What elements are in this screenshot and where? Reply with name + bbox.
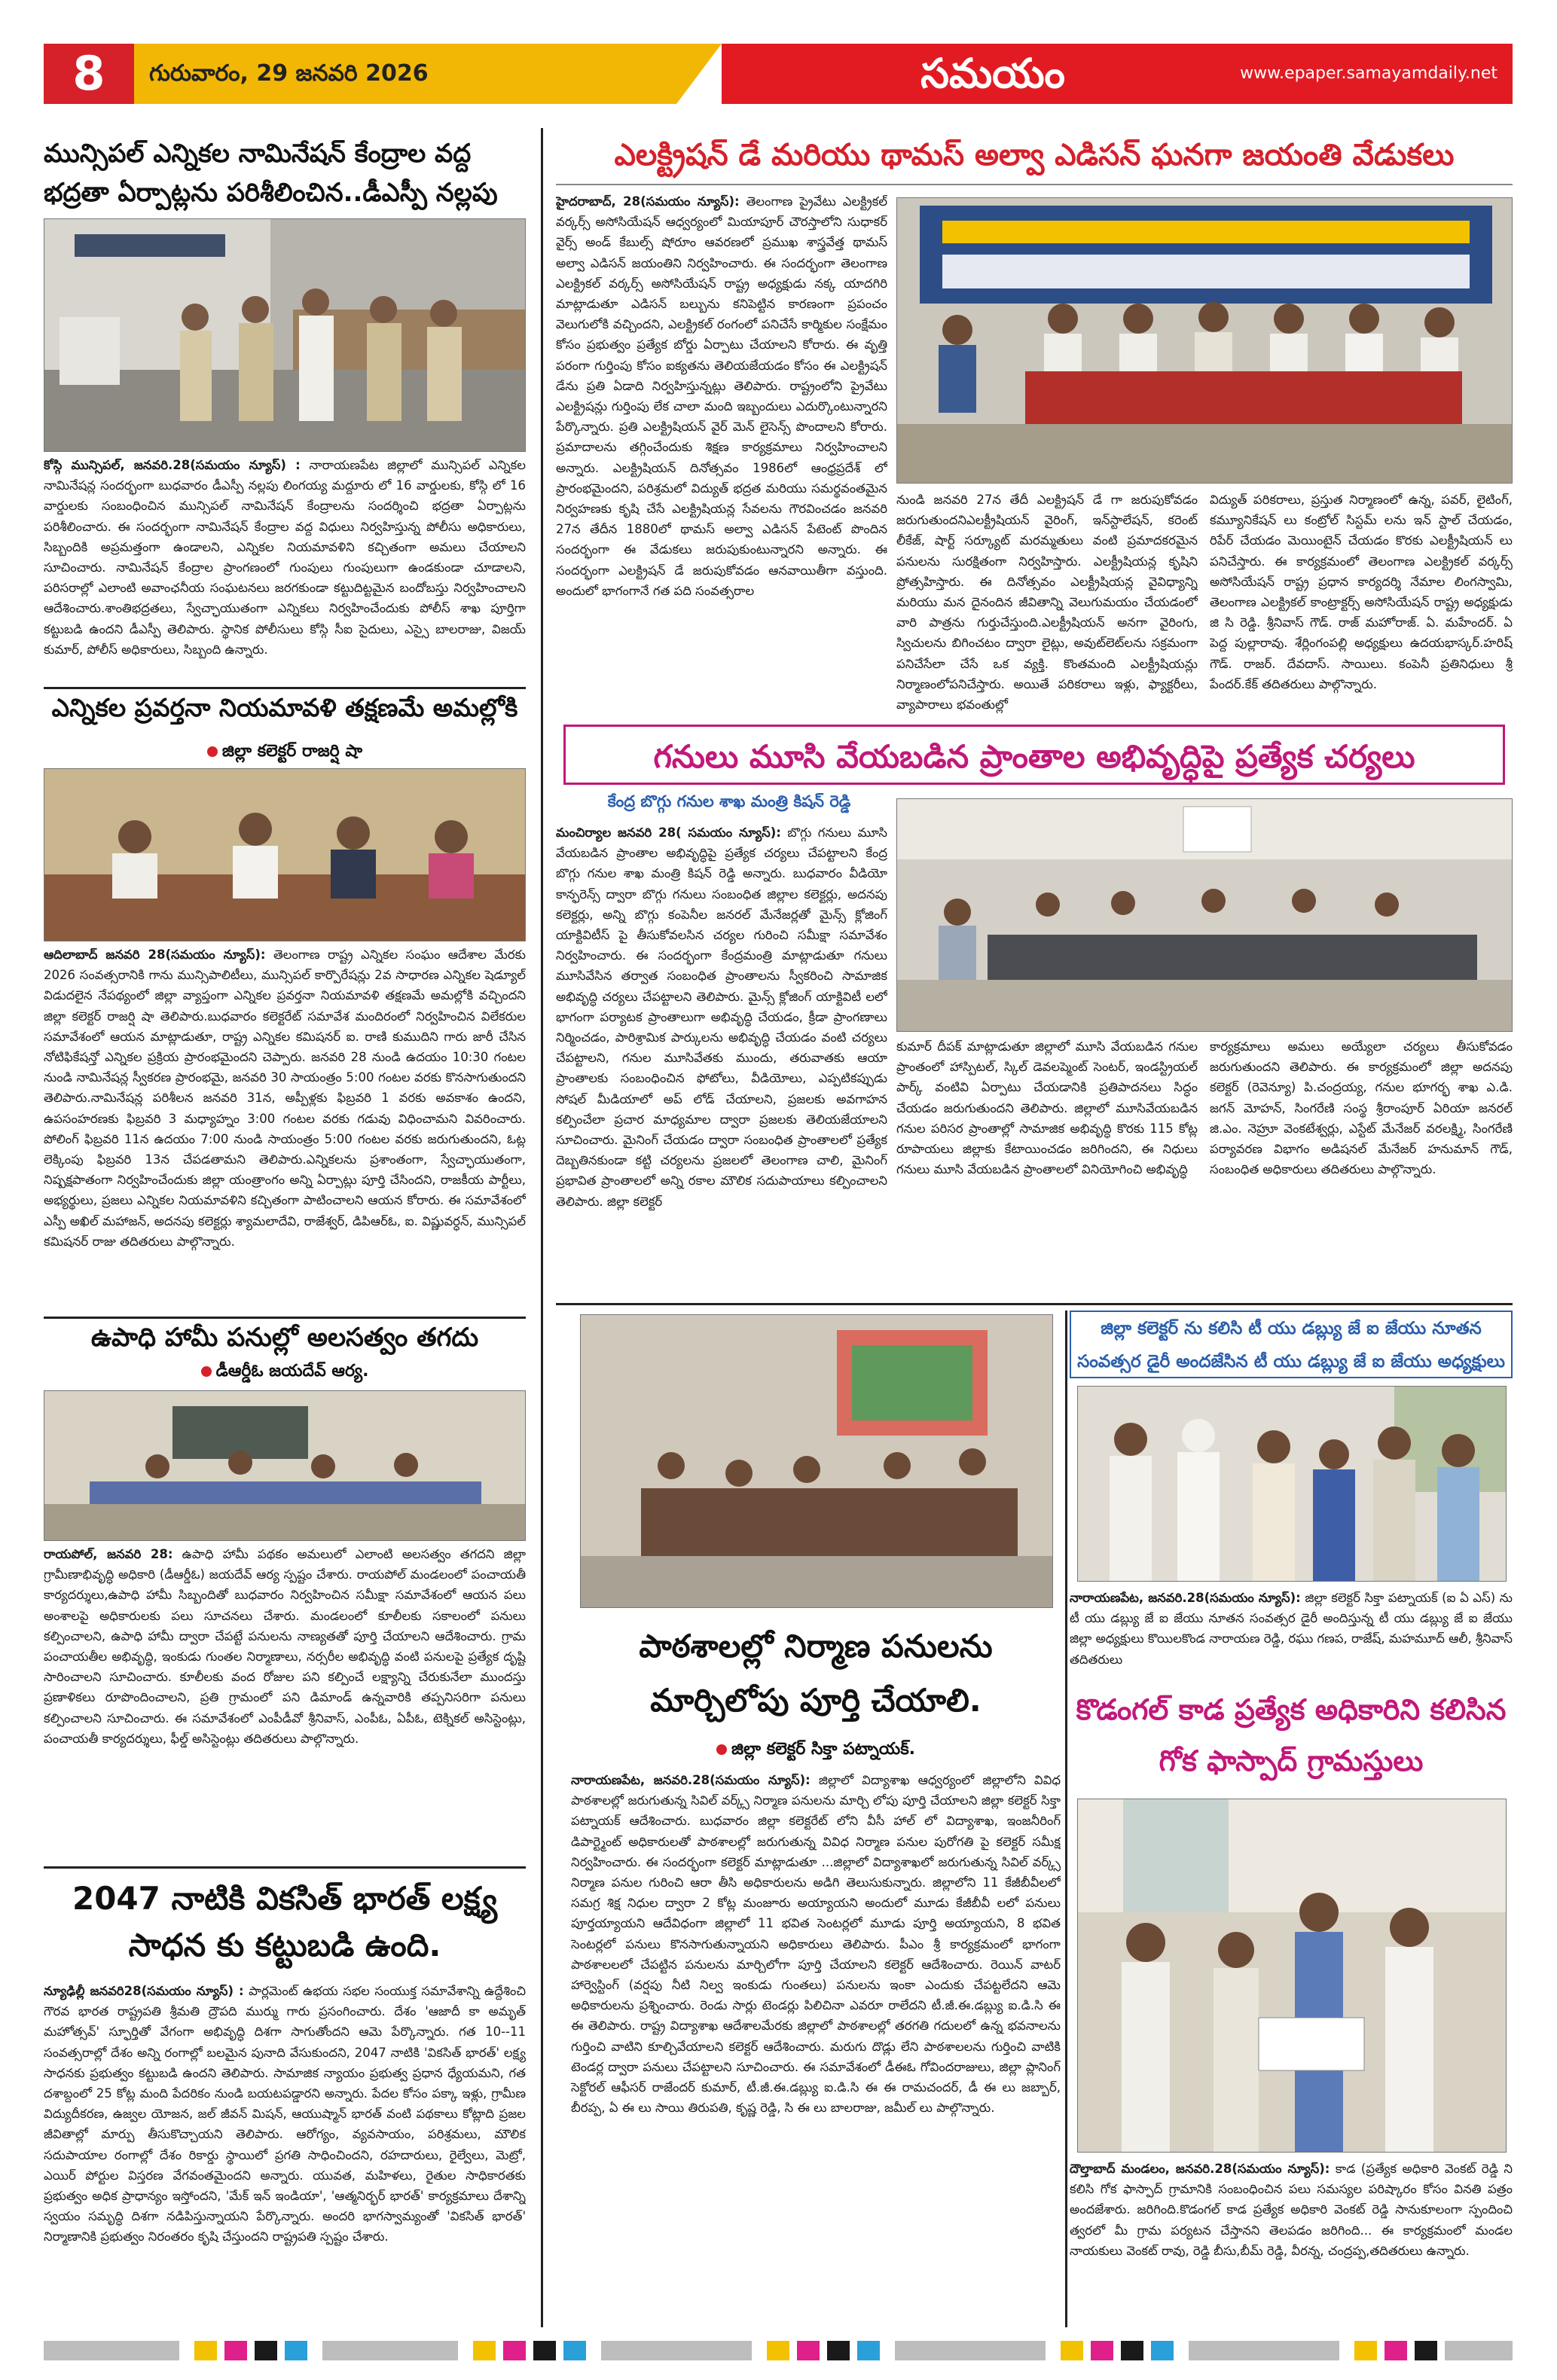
bullet-dot-icon: [716, 1744, 727, 1755]
press-meet-photo-scene: [44, 769, 526, 941]
column-divider: [1065, 1311, 1067, 2327]
article-headline[interactable]: పాఠశాలల్లో నిర్మాణ పనులను మార్చిలోపు పూర్తి చేయాలి.: [571, 1619, 1061, 1732]
article-text: బొగ్గు గనులు మూసి వేయబడిన ప్రాంతాల అభివృద్ధిపై ప్రత్యేక చర్యలు చేపట్టాలని కేంద్ర బొగ్గు గనుల శాఖ మంత్రి కిషన్ రెడ్డి అన్నారు. బుధవారం వీడియో కాన్ఫరెన్స్ ద్వారా బొగ్గు గనులు సంబంధిత జిల్లాల కలెక్టర్లు, అదనపు కలెక్టర్లు, అన్ని బొగ్గు కంపెనీల జనరల్ మేనేజర్లతో మైన్స్ క్లోజింగ్ యాక్టివిటీస్ పై తీసుకోవలసిన చర్యల గురించి సమీక్షా సమావేశం నిర్వహించారు. ఈ సందర్భంగా కేంద్రమంత్రి మాట్లాడుతూ గనులు మూసివేసిన తర్వాత సంబంధిత ప్రాంతాలను స్వీకరించి సామాజిక అభివృద్ధి చర్యలు చేపట్టాలని తెలిపారు. మైన్స్ క్లోజింగ్ యాక్టివిటీ లలో భాగంగా పర్యాటక ప్రాంతాలుగా అభివృద్ధి చేయడం, క్రీడా ప్రాంగణాలు నిర్మించడం, పారిశ్రామిక పార్కులను అభివృద్ధి చేయడం వంటి చర్యలు చేపట్టాలని, గనుల మూసివేతకు ముందు, తరువాతకు ఆయా ప్రాంతాలకు సంబంధించిన ఫోటోలు, వీడియోలు, ఎప్పటికప్పుడు సోషల్ మీడియాలో అప్ లోడ్ చేయాలని, ప్రజలకు అవగాహన కల్పించేలా ప్రచార మాధ్యమాల ద్వారా ప్రజలకు తెలియజేయాలని సూచించారు. మైనింగ్ చేయడం ద్వారా సంబంధిత ప్రాంతాలలో ప్రత్యేక దెబ్బతినకుండా కట్టి చర్యలను ప్రజలలో తెలంగాణ చాలి, మైనింగ్ ప్రభావిత ప్రాంతాలలో అన్ని రకాల మౌలిక సదుపాయాలు కల్పించాలని తెలిపారు. జిల్లా కలెక్టర్: [556, 825, 887, 1209]
article-body: [1070, 1588, 1513, 1678]
article-text: తెలంగాణ రాష్ట్ర ఎన్నికల సంఘం ఆదేశాల మేరకు 2026 సంవత్సరానికి గాను మున్సిపాలిటీలు, మున్సిపల్ కార్పొరేషన్లు 2వ సాధారణ ఎన్నికల షెడ్యూల్ విడుదలైన నేపథ్యంలో జిల్లా వ్యాప్తంగా ఎన్నికల ప్రవర్తనా నియమావళి తక్షణమే అమల్లోకి వచ్చిందని జిల్లా కలెక్టర్ రాజర్షి షా తెలిపారు.బుధవారం కలెక్టరేట్ సమావేశ మందిరంలో నిర్వహించిన విలేకరుల సమావేశంలో ఆయన మాట్లాడుతూ, రాష్ట్ర ఎన్నికల కమిషనర్ ఐ. రాణి కుముదిని గారు జారీ చేసిన నోటిఫికేషన్తో ఎన్నికల ప్రక్రియ ప్రారంభమైందని చెప్పారు. జనవరి 28 నుండి ఉదయం 10:30 గంటల నుండి నామినేషన్ల స్వీకరణ ప్రారంభమై, జనవరి 30 సాయంత్రం 5:00 గంటల వరకు కొనసాగుతుందని తెలిపారు.నామినేషన్ల పరిశీలన జనవరి 31న, అప్పీళ్లకు ఫిబ్రవరి 1 వరకు అవకాశం ఉందని, ఉపసంహరణకు ఫిబ్రవరి 3 మధ్యాహ్నం 3:00 గంటల వరకు గడువు విధించామని వివరించారు. పోలింగ్ ఫిబ్రవరి 11న ఉదయం 7:00 నుండి సాయంత్రం 5:00 గంటల వరకు జరుగుతుందని, ఓట్ల లెక్కింపు ఫిబ్రవరి 13న చేపడతామని తెలిపారు.ఎన్నికలను ప్రశాంతంగా, స్వేచ్ఛాయుతంగా, నిష్పక్షపాతంగా నిర్వహించేందుకు జిల్లా యంత్రాంగం అన్ని ఏర్పాట్లు పూర్తి చేసిందని, రాజకీయ పార్టీలు, అభ్యర్థులు, ప్రజలు ఎన్నికల నియమావళిని కచ్చితంగా పాటించాలని ఆయన కోరారు. ఈ సమావేశంలో ఎస్పీ అఖిల్ మహాజన్, అదనపు కలెక్టర్లు శ్యామలాదేవి, రాజేశ్వర్, డిపిఆర్ఓ, ఐ. విష్ణువర్ధన్, మున్సిపల్ కమిషనర్ రాజు తదితరులు పాల్గొన్నారు.: [44, 947, 526, 1249]
municipality-photo-scene: [44, 219, 526, 452]
byline-text: జిల్లా కలెక్టర్ రాజర్షి షా: [221, 742, 363, 761]
article-photo: [44, 218, 526, 452]
bullet-dot-icon: [207, 746, 218, 757]
article-dateline: ఆదిలాబాద్ జనవరి 28(సమయం న్యూస్):: [44, 947, 266, 962]
article-headline[interactable]: కొడంగల్ కాడ ప్రత్యేక అధికారిని కలిసిన గోక ఫాస్పాద్ గ్రామస్తులు: [1070, 1684, 1513, 1790]
article-body: [1070, 2159, 1513, 2326]
article-headline[interactable]: మున్సిపల్ ఎన్నికల నామినేషన్ కేంద్రాల వద్ద భద్రతా ఏర్పాట్లను పరిశీలించిన..డీఎస్పీ నల్లపు: [44, 139, 498, 208]
article-headline[interactable]: ఎలక్ట్రిషన్ డే మరియు థామస్ అల్వా ఎడిసన్ ఘనగా జయంతి వేడుకలు: [556, 128, 1513, 182]
article-byline: [571, 1740, 1061, 1762]
collector-review-photo-scene: [581, 1315, 1053, 1608]
article-dateline: మంచిర్యాల జనవరి 28( సమయం న్యూస్):: [556, 825, 781, 840]
article-text: విద్యుత్ పరికరాలు, ప్రస్తుత నిర్మాణంలో ఉన్న, పవర్, లైటింగ్, కమ్యూనికేషన్ లు కంట్రోల్ సిస్టమ్ లను ఇన్ స్టాల్ చేయడం, రిపేర్ చేయడం మెయింటైన్ చేయడం కొరకు ఎలక్ట్రీషియన్ లు పనిచేస్తారు. ఈ కార్యక్రమంలో తెలంగాణ ఎలక్ట్రికల్ వర్కర్స్ అసోసియేషన్ రాష్ట్ర ప్రధాన కార్యదర్శి నేమాల లింగస్వామి, తెలంగాణ ఎలక్ట్రికల్ కాంట్రాక్టర్స్ అసోసియేషన్ రాష్ట్ర అధ్యక్షుడు జి సి రెడ్డి. శ్రీనివాస్ గౌడ్. రాజ్ మహోరాజ్. ఏ. మహేందర్. ఏ పెద్ద పుల్లారావు. శేర్లింగంపల్లి అధ్యక్షులు ఉదయభాస్కర్.హరిష్ గౌడ్. రాజర్. దేవదాస్. సాయిలు. కంపెనీ ప్రతినిధులు శ్రీ పేందర్.కేక్ తదితరులు పాల్గొన్నారు.: [1210, 493, 1513, 691]
article-byline: కేంద్ర బొగ్గు గనుల శాఖ మంత్రి కిషన్ రెడ్డి: [607, 792, 851, 810]
page-number: 8: [44, 44, 134, 104]
byline-text: జిల్లా కలెక్టర్ సిక్తా పట్నాయక్.: [731, 1740, 916, 1759]
article-body: [571, 1770, 1061, 2326]
article-text: నారాయణపేట జిల్లాలో మున్సిపల్ ఎన్నికల నామినేషన్ల సందర్భంగా బుధవారం డీఎస్పీ నల్లపు లింగయ్య మద్దూరు లో 16 వార్డులకు, కోస్గి లో 16 వార్డులకు సంబంధించిన మున్సిపల్ నామినేషన్ కేంద్రాలను సందర్శించి భద్రతా ఏర్పాట్లను పరిశీలించారు. ఈ సందర్భంగా నామినేషన్ కేంద్రాల వద్ద విధులు నిర్వహిస్తున్న పోలీసు అధికారులు, సిబ్బందికి అప్రమత్తంగా ఉండాలని, ఎన్నికల నియమావళిని కచ్చితంగా అమలు చేయాలని సూచించారు. నామినేషన్ కేంద్రాల ప్రాంగణంలో గుంపులు గుంపులుగా ఉండకుండా చూడాలని, పరిసరాల్లో ఎలాంటి అవాంఛనీయ సంఘటనలు జరగకుండా కట్టుదిట్టమైన బందోబస్తు నిర్వహించాలని ఆదేశించారు.శాంతిభద్రతలు, స్వేచ్ఛాయుతంగా ఎన్నికలు నిర్వహించేందుకు పోలీస్ శాఖ పూర్తిగా కట్టుబడి ఉందని డీఎస్పీ తెలిపారు. స్థానిక పోలీసులు కోస్గి సీఐ సైదులు, ఎస్సై బాలరాజు, విజయ్ కుమార్, పోలీస్ అధికారులు, సిబ్బంది ఉన్నారు.: [44, 458, 526, 657]
byline-text: డీఆర్డీఓ జయదేవ్ ఆర్య.: [215, 1362, 369, 1381]
diary-handover-photo-scene: [1078, 1387, 1507, 1582]
article-text: పార్లమెంట్ ఉభయ సభల సంయుక్త సమావేశాన్ని ఉద్దేశించి గౌరవ భారత రాష్ట్రపతి శ్రీమతి ద్రౌపది ముర్ము గారు ప్రసంగించారు. దేశం 'ఆజాదీ కా అమృత్ మహోత్సవ్' స్ఫూర్తితో వేగంగా అభివృద్ధి దిశగా సాగుతోందని ఆమె పేర్కొన్నారు. గత 10--11 సంవత్సరాల్లో దేశం అన్ని రంగాల్లో బలమైన పునాది వేసుకుందని, 2047 నాటికి 'వికసిత్ భారత్' లక్ష్య సాధనకు ప్రభుత్వం కట్టుబడి ఉందని తెలిపారు. సామాజిక న్యాయం ప్రభుత్వ ప్రధాన ధ్యేయమని, గత దశాబ్దంలో 25 కోట్ల మంది పేదరికం నుండి బయటపడ్డారని అన్నారు. పేదల కోసం పక్కా ఇళ్లు, గ్రామీణ విద్యుదీకరణ, ఉజ్వల యోజన, జల్ జీవన్ మిషన్, ఆయుష్మాన్ భారత్ వంటి పథకాలు కోట్లాది ప్రజల జీవితాల్లో మార్పు తీసుకొచ్చాయని తెలిపారు. ఆరోగ్యం, వ్యవసాయం, పరిశ్రమలు, మౌలిక సదుపాయాల రంగాల్లో దేశం రికార్డు స్థాయిలో ప్రగతి సాధించిందని, రహదారులు, రైల్వేలు, మెట్రో, ఎయిర్ పోర్టుల విస్తరణ వేగవంతమైందని అన్నారు. యువత, మహిళలు, రైతుల సాధికారతకు ప్రభుత్వం అధిక ప్రాధాన్యం ఇస్తోందని, 'మేక్ ఇన్ ఇండియా', 'ఆత్మనిర్భర్ భారత్' కార్యక్రమాలు దేశాన్ని స్వయం సమృద్ధి దిశగా నడిపిస్తున్నాయని పేర్కొన్నారు. అందరి భాగస్వామ్యంతో 'వికసిత్ భారత్' నిర్మాణానికి ప్రభుత్వం నిరంతరం కృషి చేస్తుందని రాష్ట్రపతి స్పష్టం చేశారు.: [44, 1984, 526, 2244]
article-body: [44, 1981, 526, 2324]
article-photo: [44, 1390, 526, 1541]
article-photo: [580, 1314, 1053, 1608]
article-photo: [896, 197, 1513, 484]
article-separator: [44, 1866, 526, 1869]
article-text: తెలంగాణ ప్రైవేటు ఎలక్ట్రికల్ వర్కర్స్ అసోసియేషన్ ఆధ్వర్యంలో మియాపూర్ చౌరస్తాలోని సుధాకర్ వైర్స్ అండ్ కేబుల్స్ షోరూం ఆవరణలో ప్రముఖ శాస్త్రవేత్త థామస్ అల్వా ఎడిసన్ జయంతిని నిర్వహించారు. ఈ సందర్భంగా తెలంగాణ ఎలక్ట్రికల్ వర్కర్స్ అసోసియేషన్ రాష్ట్ర అధ్యక్షుడు నక్క యాదగిరి మాట్లాడుతూ ఎడిసన్ బల్బును కనిపెట్టిన కారణంగా ప్రపంచం వెలుగులోకి వచ్చిందని, ఎలక్ట్రికల్ రంగంలో పనిచేసే కార్మికుల సంక్షేమం కోసం ప్రభుత్వం ప్రత్యేక బోర్డు ఏర్పాటు చేయాలని కోరారు. ఈ వృత్తి పరంగా గుర్తింపు కోసం ఐక్యతను తెలియజేయడం కోసం ఈ ఎలక్ట్రిషన్ డేను ప్రతి ఏడాది నిర్వహిస్తున్నట్లు తెలిపారు. రాష్ట్రంలోని ప్రైవేటు ఎలక్ట్రిషన్లు గుర్తింపు లేక చాలా మంది ఇబ్బందులు ఎదుర్కొంటున్నారని పేర్కొన్నారు. ప్రతి ఎలక్ట్రిషియన్ వైర్ మెన్ లైసెన్స్ పొందాలని కోరారు. ప్రమాదాలను తగ్గించేందుకు శిక్షణ కార్యక్రమాలు నిర్వహించాలని అన్నారు. ఎలక్ట్రిషియన్ దినోత్సవం 1986లో ఆంధ్రప్రదేశ్ లో ప్రారంభమైందని, పరిశ్రమలో విద్యుత్ భద్రత మరియు సమర్థవంతమైన నిర్వహణకు కృషి చేసే ఎలక్ట్రిషియన్ల సేవలను గౌరవించడం జనవరి 27న తేదీన 1880లో థామస్ అల్వా ఎడిసన్ పేటెంట్ పొందిన సందర్భంగా ఈ వేడుకలు జరుపుకుంటున్నారని అన్నారు. ఈ సందర్భంగా ఎలక్ట్రిషన్ డే జరుపుకోవడం ఆనవాయితీగా వస్తుంది. అందులో భాగంగానే గత పది సంవత్సరాల: [556, 194, 887, 598]
article-text: కార్యక్రమాలు అమలు అయ్యేలా చర్యలు తీసుకోవడం జరుగుతుందని తెలిపారు. ఈ కార్యక్రమంలో జిల్లా అదనపు కలెక్టర్ (రెవెన్యూ) పి.చంద్రయ్య, గనుల భూగర్భ శాఖ ఎ.డి. జగన్ మోహన్, సింగరేణి సంస్థ శ్రీరాంపూర్ ఏరియా జనరల్ జి.ఎం. నెహ్రూ వెంకటేశ్వర్లు, ఎస్టేట్ మేనేజర్ వరలక్ష్మి, సింగరేణి పర్యావరణ విభాగం అడిషనల్ మేనేజర్ హనుమాన్ గౌడ్, సంబంధిత అధికారులు తదితరులు పాల్గొన్నారు.: [1210, 1039, 1513, 1177]
article-photo: [44, 768, 526, 941]
article-body: [556, 191, 887, 779]
article-dateline: రాయపోల్, జనవరి 28:: [44, 1547, 173, 1561]
article-text: ఉపాధి హామీ పథకం అమలులో ఎలాంటి అలసత్వం తగదని జిల్లా గ్రామీణాభివృద్ధి అధికారి (డీఆర్డీఓ) జయదేవ్ ఆర్య స్పష్టం చేశారు. రాయపోల్ మండలంలో పంచాయతీ కార్యదర్శులు,ఉపాధి హామీ సిబ్బందితో బుధవారం నిర్వహించిన సమీక్షా సమావేశంలో ఆయన పలు అంశాలపై అధికారులకు పలు సూచనలు చేశారు. మండలంలో కూలీలకు సకాలంలో పనులు కల్పించాలని, ఉపాధి హామీ ద్వారా చేపట్టే పనులను నాణ్యతతో పూర్తి చేయాలని ఆదేశించారు. గ్రామ పంచాయతీల అభివృద్ధి, ఇంకుడు గుంతల నిర్మాణాలు, నర్సరీల అభివృద్ధి వంటి పనులపై ప్రత్యేక దృష్టి సారించాలని సూచించారు. కూలీలకు వంద రోజుల పని కల్పించే లక్ష్యాన్ని చేరుకునేలా ముందస్తు ప్రణాళికలు రూపొందించాలని, ప్రతి గ్రామంలో పని డిమాండ్ ఉన్నవారికి తప్పనిసరిగా పనులు కల్పించాలని సూచించారు. ఈ సమావేశంలో ఎంపీడీవో శ్రీనివాస్, ఎంపీఓ, ఏపీఓ, టెక్నికల్ అసిస్టెంట్లు, పంచాయతీ కార్యదర్శులు, ఫీల్డ్ అసిస్టెంట్లు తదితరులు పాల్గొన్నారు.: [44, 1547, 526, 1746]
bullet-dot-icon: [201, 1366, 212, 1377]
issue-date: గురువారం, 29 జనవరి 2026: [149, 60, 429, 87]
color-registration-bar: [44, 2341, 1513, 2360]
video-conference-photo-scene: [897, 799, 1513, 1032]
epaper-url[interactable]: www.epaper.samayamdaily.net: [1240, 64, 1497, 83]
article-text: నుండి జనవరి 27న తేదీ ఎలక్ట్రిషన్ డే గా జరుపుకోవడం జరుగుతుందనిఎలక్ట్రీషియన్ వైరింగ్, ఇన్‌స్టాలేషన్, కరెంట్ లీకేజ్, షార్ట్ సర్క్యూట్ మరమ్మతులు వంటి ప్రమాదకరమైన పనులను సురక్షితంగా నిర్వహిస్తారు. ఎలక్ట్రీషియన్ల కృషిని ప్రోత్సహిస్తారు. ఈ దినోత్సవం ఎలక్ట్రీషియన్ల వైవిధ్యాన్ని మరియు మన దైనందిన జీవితాన్ని వెలుగుమయం చేయడంలో వారి పాత్రను గుర్తుచేస్తుంది.ఎలక్ట్రీషియన్ అనగా వైరింగు, స్విచులను బిగించటం ద్వారా లైట్లు, అవుట్‌లెట్‌లను సక్రమంగా పనిచేసేలా చేసే ఒక వ్యక్తి. కొంతమంది ఎలక్ట్రీషియన్లు నిర్మాణంలోపనిచేస్తారు. అయితే పరికరాలు ఇళ్లు, ఫ్యాక్టరీలు, వ్యాపారాలు భవంతుల్లో: [896, 493, 1198, 712]
article-dateline: నారాయణపేట, జనవరి.28(సమయం న్యూస్):: [571, 1773, 811, 1787]
newspaper-logo: సమయం: [920, 50, 1065, 97]
article-headline[interactable]: 2047 నాటికి వికసిత్ భారత్ లక్ష్య సాధన కు కట్టుబడి ఉంది.: [72, 1880, 498, 1964]
column-divider: [541, 128, 543, 2327]
article-headline[interactable]: గనులు మూసి వేయబడిన ప్రాంతాల అభివృద్ధిపై ప్రత్యేక చర్యలు: [563, 725, 1505, 785]
article-byline: [44, 1362, 526, 1384]
article-dateline: హైదరాబాద్, 28(సమయం న్యూస్):: [556, 194, 740, 209]
article-body: [44, 1544, 526, 1860]
article-photo: [896, 798, 1513, 1032]
article-separator: [44, 1317, 526, 1319]
article-headline[interactable]: ఉపాధి హామీ పనుల్లో అలసత్వం తగదు: [90, 1323, 479, 1353]
article-separator: [556, 1303, 1513, 1305]
article-photo: [1077, 1799, 1507, 2153]
article-body: [44, 455, 526, 681]
article-separator: [44, 687, 526, 689]
masthead-right-band: [722, 44, 1513, 104]
article-text: కాడ (ప్రత్యేక అధికారి వెంకట్ రెడ్డి ని కలిసి గోక ఫాస్పాద్ గ్రామానికి సంబంధించిన పలు సమస్యల పరిష్కారం కోసం వినతి పత్రం అందజేశారు. జరిగింది.కొడంగల్ కాడ ప్రత్యేక అధికారి వెంకట్ రెడ్డి సానుకూలంగా స్పందించి త్వరలో మీ గ్రామ పర్యటన చేస్తానని తెలపడం జరిగింది... ఈ కార్యక్రమంలో మండల నాయకులు వెంకట్ రావు, రెడ్డి బీసు,బీమ్ రెడ్డి, వీరన్న, చంద్రప్ప,తదితరులు ఉన్నారు.: [1070, 2162, 1513, 2258]
electrician-event-photo-scene: [897, 198, 1513, 484]
masthead: [44, 44, 1513, 104]
masthead-left-band: [44, 44, 676, 104]
article-text: జిల్లా కలెక్టర్ సిక్తా పట్నాయక్ (ఐ ఏ ఎస్) ను టీ యు డబ్ల్యు జే ఐ జేయు నూతన సంవత్సర డైరీ అందిస్తున్న టీ యు డబ్ల్యు జే ఐ జేయు జిల్లా అధ్యక్షులు కొయిలకొండ నారాయణ రెడ్డి, రఘు గణప, రాజేష్, మహమూద్ ఆలీ, శ్రీనివాస్ తదితరులు: [1070, 1591, 1513, 1667]
meeting-photo-scene: [44, 1391, 526, 1541]
article-dateline: దౌల్తాబాద్ మండలం, జనవరి.28(సమయం న్యూస్):: [1070, 2162, 1330, 2176]
petition-handover-photo-scene: [1078, 1799, 1507, 2153]
article-headline[interactable]: జిల్లా కలెక్టర్ ను కలిసి టీ యు డబ్ల్యు జే ఐ జేయు నూతన సంవత్సర డైరీ అందజేసిన టీ యు డబ్ల్యు జే ఐ జేయు అధ్యక్షులు: [1070, 1311, 1513, 1378]
article-text: జిల్లాలో విద్యాశాఖ ఆధ్వర్యంలో జిల్లాలోని వివిధ పాఠశాలల్లో జరుగుతున్న సివిల్ వర్క్స్ నిర్మాణ పనులను మార్చి లోపు పూర్తి చేయాలని జిల్లా కలెక్టర్ సిక్తా పట్నాయక్ ఆదేశించారు. బుధవారం జిల్లా కలెక్టరేట్ లోని వీసీ హాల్ లో విద్యాశాఖ, ఇంజనీరింగ్ డిపార్ట్మెంట్ అధికారులతో పాఠశాలల్లో జరుగుతున్న వివిధ నిర్మాణ పనుల పురోగతి పై కలెక్టర్ సమీక్ష నిర్వహించారు. ఈ సందర్భంగా కలెక్టర్ మాట్లాడుతూ ...జిల్లాలో విద్యాశాఖలో జరుగుతున్న సివిల్ వర్క్స్ నిర్మాణ పనుల గురించి ఆరా తీసి అధికారులను అడిగి తెలుసుకున్నారు. జిల్లాలోని 11 కేజీబీవీలలో సమగ్ర శిక్ష నిధుల ద్వారా 2 కోట్ల మంజూరు అయ్యాయని అందులో మూడు కేజీబీవీ లలో పనులు పూర్తయ్యాయని ఆదేవిధంగా జిల్లాలో 11 భవిత సెంటర్లలో మూడు పూర్తి అయ్యాయని, 8 భవిత సెంటర్లలో పనులు కొనసాగుతున్నాయని అధికారులు తెలిపారు. పీఎం శ్రీ కార్యక్రమంలో భాగంగా పాఠశాలలలో చేపట్టిన పనులను మార్చిలోగా పూర్తి చేయాలని కలెక్టర్ ఆదేశించారు. రెయిన్ వాటర్ హార్వెస్టింగ్ (వర్షపు నీటి నిల్వ ఇంకుడు గుంతలు) పనులను ఇంకా ఎందుకు చేపట్టలేదని ఆమె అధికారులను ప్రశ్నించారు. రెండు సార్లు టెండర్లు పిలిచినా ఎవరూ రాలేదని టీ.జీ.ఈ.డబ్ల్యు ఐ.డి.సి ఈ ఈ తెలిపారు. రాష్ట్ర విద్యాశాఖ ఆదేశాలమేరకు జిల్లాలో పాఠశాలల్లో తరగతి గదులలో ఉన్న భవనాలను గుర్తించి వాటిని కూల్చివేయాలని కలెక్టర్ ఆదేశించారు. మరుగు దొడ్లు లేని పాఠశాలలను గుర్తించి వాటికి టెండర్ల ద్వారా పనులు చేపట్టాలని సూచించారు. ఈ సమావేశంలో డీఈఓ గోవిందరాజులు, జిల్లా ప్లానింగ్ సెక్టోరల్ ఆఫీసర్ రాజేందర్ కుమార్, టీ.జీ.ఈ.డబ్ల్యు ఐ.డి.సి ఈ ఈ రామచందర్, డీ ఈ లు జబ్బార్, బీరప్ప, ఏ ఈ లు సాయి తిరుపతి, కృష్ణ రెడ్డి, సి ఈ లు బాలరాజు, జమీల్ లు పాల్గొన్నారు.: [571, 1773, 1061, 2116]
article-dateline: నారాయణపేట, జనవరి.28(సమయం న్యూస్):: [1070, 1591, 1301, 1605]
article-dateline: కోస్గి మున్సిపల్, జనవరి.28(సమయం న్యూస్) :: [44, 458, 301, 472]
article-byline: [44, 742, 526, 764]
headline-underline: [556, 184, 1513, 185]
article-headline[interactable]: ఎన్నికల ప్రవర్తనా నియమావళి తక్షణమే అమల్లోకి: [51, 693, 518, 722]
article-text: కుమార్ దీపక్ మాట్లాడుతూ జిల్లాలో మూసి వేయబడిన గనుల ప్రాంతంలో హాస్పిటల్, స్కిల్ డెవలప్మెంట్ సెంటర్, ఇండస్ట్రియల్ పార్క్ వంటివి ఏర్పాటు చేయడానికి ప్రతిపాదనలు సిద్ధం చేయడం జరుగుతుందని తెలిపారు. జిల్లాలో మూసివేయబడిన గనుల పరిసర ప్రాంతాల్లో సామాజిక అభివృద్ధి కొరకు 115 కోట్ల రూపాయలు జిల్లాకు కేటాయించడం జరిగిందని, ఈ నిధులు గనులు మూసి వేయబడిన ప్రాంతాలలో వినియోగించి అభివృద్ధి: [896, 1039, 1198, 1177]
article-dateline: న్యూఢిల్లీ జనవరి28(సమయం న్యూస్) :: [44, 1984, 244, 1998]
article-body: [44, 944, 526, 1314]
article-photo: [1077, 1386, 1507, 1582]
